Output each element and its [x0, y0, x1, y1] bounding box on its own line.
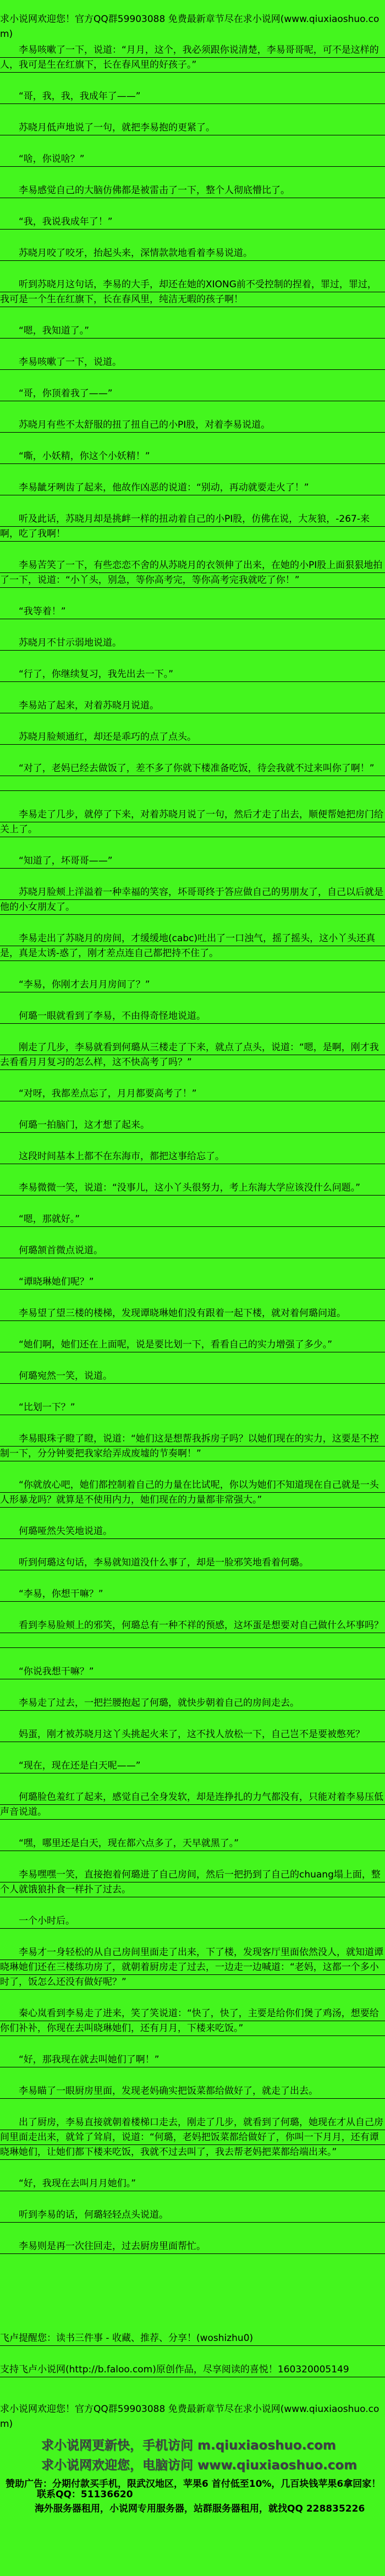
- novel-paragraph: 李易才一身轻松的从自己房间里面走了出来，下了楼，发现客厅里面依然没人，就知道谭晓琳她们还在三楼练功房了，就朝着厨房走了过去，一边走一边喊道：“老妈，这都一个多小时了，饭怎么还没有做好呢？”: [0, 1945, 385, 1990]
- novel-paragraph: “嘶，小妖精，你这个小妖精！”: [0, 449, 385, 464]
- novel-paragraph: 苏晓月低声地说了一句，就把李易抱的更紧了。: [0, 121, 385, 135]
- novel-paragraph: 何璐颔首微点说道。: [0, 1243, 385, 1258]
- novel-paragraph: 李易站了起来，对着苏晓月说道。: [0, 698, 385, 713]
- novel-paragraph: “知道了，坏哥哥——”: [0, 854, 385, 869]
- spacer: [0, 2271, 385, 2331]
- novel-paragraph: 秦心岚看到李易走了进来，笑了笑说道：“快了，快了，主要是给你们煲了鸡汤，想要给你们补补，你现在去叫晓琳她们，还有月月，下楼来吃饭。”: [0, 2006, 385, 2036]
- novel-paragraph: 何璐宛然一笑，说道。: [0, 1369, 385, 1384]
- novel-paragraph: 苏晓月咬了咬牙，抬起头来，深情款款地看着李易说道。: [0, 246, 385, 261]
- novel-paragraph: 李易眼珠子瞪了瞪，说道：“她们这是想帮我拆房子吗？以她们现在的实力，这要是不控制一下，分分钟要把我家给弄成废墟的节奏啊！”: [0, 1432, 385, 1461]
- sponsor-contact-qq: 联系QQ：51136620: [37, 2489, 133, 2500]
- notice-paragraph: 飞卢提醒您：读书三件事 - 收藏、推荐、分享！(woshizhu0): [0, 2331, 385, 2346]
- novel-paragraph: “我等着！”: [0, 604, 385, 619]
- novel-paragraph: “李易，你想干嘛？”: [0, 1587, 385, 1602]
- novel-paragraph: “啥，你说啥？”: [0, 152, 385, 167]
- mobile-access-line: 求小说网更新快，手机访问 m.qiuxiaoshuo.com: [41, 2438, 336, 2453]
- novel-paragraph: 李易微微一笑，说道：“没事儿，这小丫头很努力，考上东海大学应该没什么问题。”: [0, 1181, 385, 1196]
- novel-paragraph: 李易咳嗽了一下，说道：“月月，这个，我必须跟你说清楚，李易哥哥呢，可不是这样的人，我可是生在红旗下，长在春风里的好孩子。”: [0, 43, 385, 73]
- site-notice-header: 求小说网欢迎您！官方QQ群59903088 免费最新章节尽在求小说网(www.qiuxiaoshuo.com): [0, 14, 380, 40]
- novel-paragraph: “李易，你刚才去月月房间了？”: [0, 978, 385, 992]
- novel-paragraph: 听到苏晓月这句话，李易的大手，却还在她的XIONG前不受控制的捏着，罪过，罪过，我可是一个生在红旗下，长在春风里，纯洁无暇的孩子啊！: [0, 277, 385, 307]
- novel-paragraph: 看到李易脸颊上的邪笑，何璐总有一种不祥的预感，这坏蛋是想要对自己做什么坏事吗？: [0, 1618, 385, 1648]
- server-rental-line: 海外服务器租用，小说网专用服务器，站群服务器租用，就找QQ 228835226: [35, 2503, 365, 2514]
- novel-paragraph: 李易嘿嘿一笑，直接抱着何璐进了自己房间，然后一把扔到了自己的chuang塌上面，整个人就饿狼扑食一样扑了过去。: [0, 1868, 385, 1897]
- novel-paragraph: “她们啊，她们还在上面呢，说是要比划一下，看看自己的实力增强了多少。”: [0, 1338, 385, 1352]
- novel-paragraph: 何璐一拍脑门，这才想了起来。: [0, 1118, 385, 1133]
- novel-paragraph: “嗯，我知道了。”: [0, 324, 385, 339]
- novel-paragraph: 苏晓月脸颊上洋溢着一种幸福的笑容，坏哥哥终于答应做自己的男朋友了，自己以后就是他的小女朋友了。: [0, 885, 385, 915]
- novel-paragraph: “我，我说我成年了！”: [0, 215, 385, 230]
- novel-paragraph: 苏晓月脸颊通红，却还是乖巧的点了点头。: [0, 730, 385, 745]
- novel-paragraph: 李易感觉自己的大脑仿佛都是被雷击了一下，整个人彻底懵比了。: [0, 183, 385, 198]
- novel-paragraph: 苏晓月不甘示弱地说道。: [0, 636, 385, 651]
- novel-paragraph: 何璐哑然失笑地说道。: [0, 1524, 385, 1539]
- novel-paragraph: “好，我现在去叫月月她们。”: [0, 2176, 385, 2191]
- novel-paragraph: 一个小时后。: [0, 1914, 385, 1929]
- novel-paragraph: 何璐脸色羞红了起来，感觉自己全身发软，却是连挣扎的力气都没有，只能对着李易压低声音说道。: [0, 1790, 385, 1820]
- notice-paragraph: 支持飞卢小说网(http://b.faloo.com)原创作品，尽享阅读的喜悦！160320005149: [0, 2362, 385, 2377]
- novel-paragraph: “嗯，那就好。”: [0, 1212, 385, 1227]
- novel-paragraph: 这段时间基本上都不在东海市，都把这事给忘了。: [0, 1149, 385, 1164]
- novel-paragraph: “哥，你顶着我了——”: [0, 386, 385, 401]
- novel-paragraph: “比划一下？”: [0, 1400, 385, 1415]
- novel-paragraph: 李易望了望三楼的楼梯，发现谭晓琳她们没有跟着一起下楼，就对着何璐问道。: [0, 1306, 385, 1321]
- novel-paragraph: 听到李易的话，何璐轻轻点头说道。: [0, 2208, 385, 2223]
- novel-paragraph: “谭晓琳她们呢？”: [0, 1275, 385, 1290]
- novel-paragraph: 何璐一眼就看到了李易，不由得奇怪地说道。: [0, 1009, 385, 1024]
- site-notice-footer: 求小说网欢迎您！官方QQ群59903088 免费最新章节尽在求小说网(www.qiuxiaoshuo.com): [0, 2404, 380, 2430]
- novel-body: [0, 43, 385, 2254]
- novel-paragraph: “行了，你继续复习，我先出去一下。”: [0, 667, 385, 682]
- novel-paragraph: “对了，老妈已经去做饭了，差不多了你就下楼准备吃饭，待会我就不过来叫你了啊！”: [0, 761, 385, 791]
- novel-paragraph: 刚走了几步，李易就看到何璐从三楼走了下来，就点了点头，说道：“嗯，是啊，刚才我去看看月月复习的怎么样，这不快高考了吗？”: [0, 1040, 385, 1070]
- novel-paragraph: 苏晓月有些不太舒服的扭了扭自己的小PI股，对着李易说道。: [0, 418, 385, 433]
- novel-paragraph: 听及此话，苏晓月却是挑衅一样的扭动着自己的小PI股，仿佛在说，大灰狼，-267-来啊，吃了我啊！: [0, 512, 385, 542]
- novel-paragraph: “对呀，我都差点忘了，月月都要高考了！”: [0, 1087, 385, 1101]
- novel-paragraph: “你说我想干嘛？”: [0, 1664, 385, 1679]
- pc-access-line: 求小说网欢迎您，电脑访问 www.qiuxiaoshuo.com: [41, 2458, 358, 2473]
- novel-paragraph: 听到何璐这句话，李易就知道没什么事了，却是一脸邪笑地看着何璐。: [0, 1556, 385, 1570]
- novel-paragraph: “现在，现在还是白天呢——”: [0, 1759, 385, 1773]
- novel-paragraph: “哥，我，我，我成年了——”: [0, 89, 385, 104]
- novel-paragraph: “你就放心吧，她们都控制着自己的力量在比试呢，你以为她们不知道现在自己就是一头人形暴龙吗？就算是不使用内力，她们现在的力量都非常强大。”: [0, 1478, 385, 1508]
- novel-paragraph: 李易瞄了一眼厨房里面，发现老妈确实把饭菜都给做好了，就走了出去。: [0, 2084, 385, 2099]
- novel-paragraph: 李易走出了苏晓月的房间，才缓缓地(cabc)吐出了一口浊气，摇了摇头，这小丫头还真是，真是太诱-惑了，刚才差点连自己都把持不住了。: [0, 931, 385, 961]
- novel-paragraph: “好，那我现在就去叫她们了啊！”: [0, 2053, 385, 2067]
- notice-block: [0, 2331, 385, 2377]
- novel-paragraph: 李易龇牙咧齿了起来，他故作凶恶的说道：“别动，再动就要走火了！”: [0, 481, 385, 495]
- novel-paragraph: 李易则是再一次往回走，过去厨房里面帮忙。: [0, 2239, 385, 2254]
- sponsor-ad-line: 赞助广告：分期付款买手机，限武汉地区，苹果6 首付低至10%，几百块钱苹果6拿回家！: [6, 2479, 381, 2490]
- novel-paragraph: 李易走了几步，就停了下来，对着苏晓月说了一句，然后才走了出去，顺便帮她把房门给关上了。: [0, 807, 385, 837]
- novel-paragraph: “嘿，哪里还是白天，现在都六点多了，天早就黑了。”: [0, 1836, 385, 1851]
- novel-paragraph: 李易走了过去，一把拦腰抱起了何璐，就快步朝着自己的房间走去。: [0, 1696, 385, 1711]
- novel-paragraph: 李易咳嗽了一下，说道。: [0, 355, 385, 370]
- novel-paragraph: 李易苦笑了一下，有些恋恋不舍的从苏晓月的衣领伸了出来，在她的小PI股上面狠狠地拍了一下，说道：“小丫头，别急，等你高考完，等你高考完我就吃了你！”: [0, 558, 385, 588]
- novel-paragraph: 出了厨房，李易直接就朝着楼梯口走去，刚走了几步，就看到了何璐，她现在才从自己房间里面走出来，就耸了耸肩，说道：“何璐，老妈把饭菜都给做好了，你叫一下月月，还有谭晓琳她们，让她们都下楼来吃饭，我就不过去叫了，我去帮老妈把菜都给端出来。”: [0, 2115, 385, 2160]
- novel-paragraph: 妈蛋，刚才被苏晓月这丫头挑起火来了，这不找人放松一下，自己岂不是要被憋死？: [0, 1727, 385, 1742]
